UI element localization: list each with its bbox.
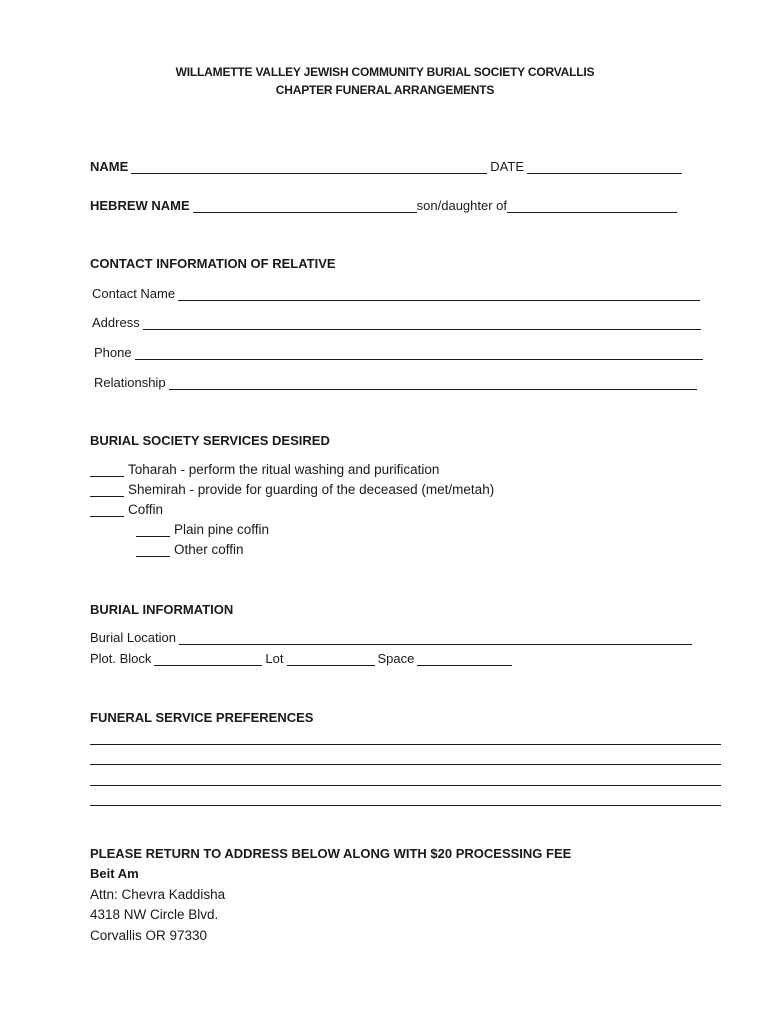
return-org: Beit Am xyxy=(90,866,139,881)
contact-heading: CONTACT INFORMATION OF RELATIVE xyxy=(90,256,336,271)
toharah-checkbox[interactable] xyxy=(90,476,124,477)
contact-name-field[interactable] xyxy=(178,300,700,301)
preferences-line-2[interactable] xyxy=(90,764,721,765)
preferences-line-4[interactable] xyxy=(90,805,721,806)
form-title-line-1: WILLAMETTE VALLEY JEWISH COMMUNITY BURIAL SOCIETY CORVALLIS xyxy=(175,65,595,79)
coffin-option-other xyxy=(136,542,244,557)
plot-row xyxy=(90,651,515,666)
date-field[interactable] xyxy=(527,173,682,174)
date-label: DATE xyxy=(490,159,524,174)
coffin-checkbox[interactable] xyxy=(90,516,124,517)
name-date-row xyxy=(90,159,685,174)
relationship-field[interactable] xyxy=(169,389,697,390)
service-item-shemirah xyxy=(90,482,494,497)
space-label: Space xyxy=(377,651,415,666)
coffin-option-label: Other coffin xyxy=(174,542,244,557)
lot-label: Lot xyxy=(265,651,284,666)
coffin-option-label: Plain pine coffin xyxy=(174,522,270,537)
service-item-label: Coffin xyxy=(128,502,164,517)
shemirah-checkbox[interactable] xyxy=(90,496,124,497)
hebrew-name-label: HEBREW NAME xyxy=(90,198,190,213)
coffin-option-plain xyxy=(136,522,269,537)
relationship-row xyxy=(94,375,700,390)
plain-coffin-checkbox[interactable] xyxy=(136,536,170,537)
return-instruction: PLEASE RETURN TO ADDRESS BELOW ALONG WITH $20 PROCESSING FEE xyxy=(90,846,572,861)
services-heading: BURIAL SOCIETY SERVICES DESIRED xyxy=(90,433,330,448)
service-item-label: Toharah - perform the ritual washing and purification xyxy=(128,462,440,477)
burial-heading: BURIAL INFORMATION xyxy=(90,602,234,617)
preferences-heading: FUNERAL SERVICE PREFERENCES xyxy=(90,710,314,725)
relationship-label: Relationship xyxy=(94,375,166,390)
address-label: Address xyxy=(92,315,140,330)
name-field[interactable] xyxy=(131,173,487,174)
burial-location-label: Burial Location xyxy=(90,630,176,645)
service-item-coffin xyxy=(90,502,163,517)
return-city: Corvallis OR 97330 xyxy=(90,928,208,943)
lot-field[interactable] xyxy=(287,665,375,666)
space-field[interactable] xyxy=(417,665,512,666)
phone-field[interactable] xyxy=(135,359,703,360)
contact-name-label: Contact Name xyxy=(92,286,176,301)
hebrew-name-field[interactable] xyxy=(193,212,417,213)
hebrew-name-row xyxy=(90,198,680,213)
preferences-line-1[interactable] xyxy=(90,744,721,745)
contact-name-row xyxy=(92,286,703,301)
form-title-line-2: CHAPTER FUNERAL ARRANGEMENTS xyxy=(275,83,495,97)
preferences-line-3[interactable] xyxy=(90,785,721,786)
service-item-toharah xyxy=(90,462,439,477)
phone-label: Phone xyxy=(94,345,132,360)
service-item-label: Shemirah - provide for guarding of the deceased (met/metah) xyxy=(128,482,495,497)
burial-location-field[interactable] xyxy=(179,644,692,645)
burial-location-row xyxy=(90,630,695,645)
name-label: NAME xyxy=(90,159,129,174)
other-coffin-checkbox[interactable] xyxy=(136,556,170,557)
plot-block-label: Plot. Block xyxy=(90,651,152,666)
son-daughter-label: son/daughter of xyxy=(416,198,508,213)
return-attn: Attn: Chevra Kaddisha xyxy=(90,887,226,902)
return-street: 4318 NW Circle Blvd. xyxy=(90,907,219,922)
phone-row xyxy=(94,345,706,360)
plot-block-field[interactable] xyxy=(154,665,262,666)
address-row xyxy=(92,315,704,330)
address-field[interactable] xyxy=(143,329,701,330)
parent-name-field[interactable] xyxy=(507,212,677,213)
